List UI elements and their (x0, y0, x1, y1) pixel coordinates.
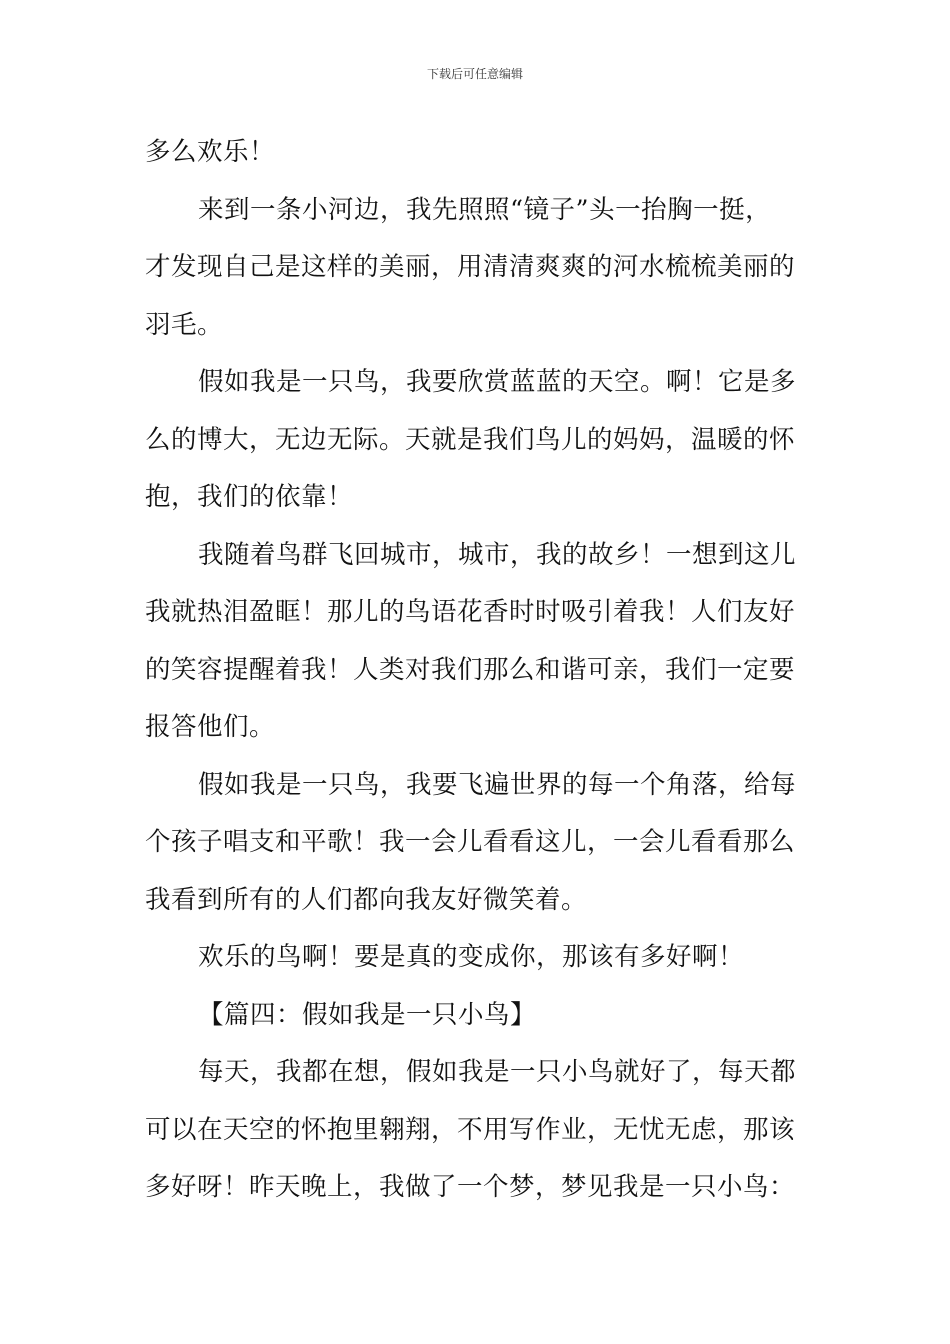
text-line: 欢乐的鸟啊！要是真的变成你，那该有多好啊！ (198, 942, 745, 972)
text-line: 来到一条小河边，我先照照“镜子”头一抬胸一挺， (198, 194, 772, 225)
text-line: 多么欢乐！ (145, 137, 276, 167)
text-line: 我看到所有的人们都向我友好微笑着。 (145, 884, 588, 915)
text-line: 才发现自己是这样的美丽，用清清爽爽的河水梳梳美丽的 (145, 252, 796, 282)
text-line: 报答他们。 (145, 712, 276, 742)
text-line: 多好呀！昨天晚上，我做了一个梦，梦见我是一只小鸟： (145, 1172, 796, 1202)
section-heading: 【篇四：假如我是一只小鸟】 (198, 999, 537, 1030)
text-line: 我随着鸟群飞回城市，城市，我的故乡！一想到这儿 (198, 539, 797, 570)
text-line: 么的博大，无边无际。天就是我们鸟儿的妈妈，温暖的怀 (145, 424, 796, 455)
page-header-note: 下载后可任意编辑 (426, 67, 523, 81)
text-line: 个孩子唱支和平歌！我一会儿看看这儿，一会儿看看那么 (145, 827, 796, 857)
text-line: 羽毛。 (145, 309, 224, 340)
text-line: 假如我是一只鸟，我要欣赏蓝蓝的天空。啊！它是多 (198, 367, 797, 397)
text-line: 可以在天空的怀抱里翱翔，不用写作业，无忧无虑，那该 (145, 1114, 796, 1145)
document-body (145, 128, 809, 1221)
text-line: 的笑容提醒着我！人类对我们那么和谐可亲，我们一定要 (145, 654, 796, 685)
text-line: 假如我是一只鸟，我要飞遍世界的每一个角落，给每 (198, 769, 797, 800)
text-line: 每天，我都在想，假如我是一只小鸟就好了，每天都 (198, 1057, 797, 1087)
text-line: 抱，我们的依靠！ (145, 482, 354, 512)
text-line: 我就热泪盈眶！那儿的鸟语花香时时吸引着我！人们友好 (145, 597, 796, 627)
